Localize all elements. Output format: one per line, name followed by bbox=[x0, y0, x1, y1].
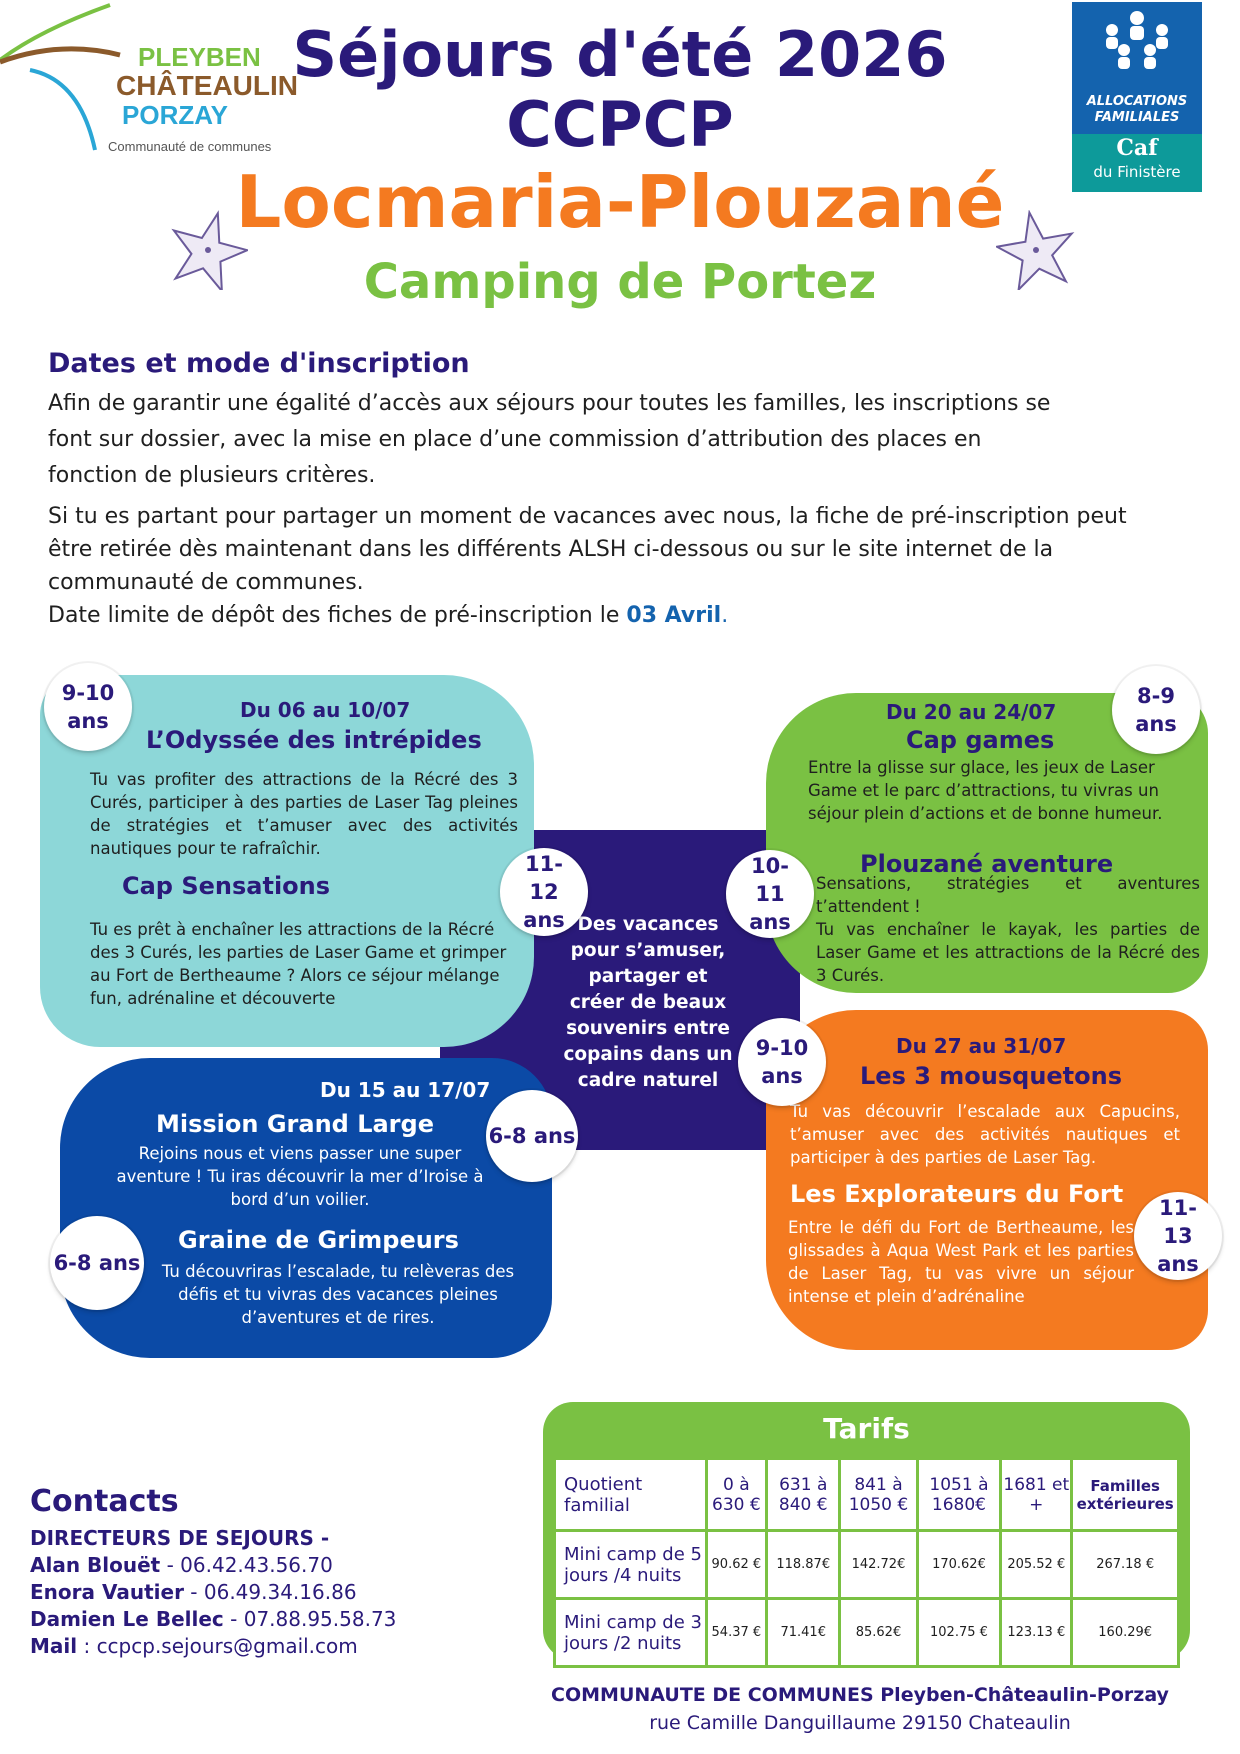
camp-teal-title-2: Cap Sensations bbox=[122, 872, 331, 900]
age-badge-teal-1-text: 9-10 ans bbox=[61, 681, 115, 733]
tarifs-header-cell: Familles extérieures bbox=[1072, 1459, 1179, 1531]
age-badge-orange-2 bbox=[1134, 1192, 1222, 1280]
tarifs-cell: 85.62€ bbox=[840, 1599, 917, 1667]
tarifs-box bbox=[543, 1402, 1190, 1660]
table-row bbox=[555, 1531, 1179, 1599]
ccpcp-logo bbox=[0, 0, 298, 160]
age-badge-blue-2-text: 6-8 ans bbox=[53, 1251, 141, 1275]
deadline-end: . bbox=[721, 603, 729, 628]
caf-line-caf: Caf bbox=[1116, 135, 1158, 161]
tarifs-cell: 205.52 € bbox=[1001, 1531, 1072, 1599]
camp-blue-title-2: Graine de Grimpeurs bbox=[178, 1226, 459, 1254]
contact-line bbox=[30, 1606, 396, 1633]
main-subtitle: CCPCP bbox=[506, 88, 734, 161]
camp-orange-text-2: Entre le défi du Fort de Bertheaume, les glissades à Aqua West Park et les parties de Laser Tag, tu vas vivre un séjour intense et plein d’adrénaline bbox=[788, 1218, 1134, 1306]
deadline-date: 03 Avril bbox=[626, 603, 722, 628]
registration-paragraph-2 bbox=[48, 500, 1158, 632]
tarifs-header-row bbox=[555, 1459, 1179, 1531]
tarifs-cell: 71.41€ bbox=[767, 1599, 840, 1667]
tarifs-cell: 118.87€ bbox=[767, 1531, 840, 1599]
camp-green-dates: Du 20 au 24/07 bbox=[886, 700, 1057, 724]
age-badge-blue-1-text: 6-8 ans bbox=[488, 1124, 576, 1148]
age-badge-orange-1 bbox=[738, 1018, 826, 1106]
caf-line-finistere: du Finistère bbox=[1093, 163, 1181, 181]
tarifs-table bbox=[553, 1457, 1180, 1668]
tarifs-row-label: Mini camp de 5 jours /4 nuits bbox=[555, 1531, 707, 1599]
tarifs-row-label: Mini camp de 3 jours /2 nuits bbox=[555, 1599, 707, 1667]
tarifs-header-cell: 1681 et + bbox=[1001, 1459, 1072, 1531]
table-row bbox=[555, 1599, 1179, 1667]
tarifs-header-cell: 0 à 630 € bbox=[706, 1459, 767, 1531]
age-badge-orange-1-text: 9-10 ans bbox=[755, 1036, 809, 1088]
age-badge-teal-1 bbox=[44, 663, 132, 751]
camp-orange-title-2: Les Explorateurs du Fort bbox=[790, 1180, 1124, 1208]
contact-line bbox=[30, 1552, 396, 1579]
contact-mail-link[interactable]: : ccpcp.sejours@gmail.com bbox=[77, 1634, 358, 1658]
tarifs-cell: 123.13 € bbox=[1001, 1599, 1072, 1667]
contact-name: Enora Vautier bbox=[30, 1580, 184, 1604]
tarifs-cell: 267.18 € bbox=[1072, 1531, 1179, 1599]
camp-blue-text-1: Rejoins nous et viens passer une super aventure ! Tu iras découvrir la mer d’Iroise à bord d’un voilier. bbox=[116, 1144, 484, 1209]
camp-blue-title-1: Mission Grand Large bbox=[156, 1110, 434, 1138]
age-badge-green-2-text: 10-11 ans bbox=[749, 854, 791, 934]
contact-mail-line bbox=[30, 1633, 396, 1660]
deadline-label: Date limite de dépôt des fiches de pré-inscription le bbox=[48, 603, 627, 628]
age-badge-green-2 bbox=[726, 850, 814, 938]
starfish-icon bbox=[996, 210, 1076, 290]
camp-teal-title-1: L’Odyssée des intrépides bbox=[146, 726, 482, 754]
age-badge-teal-2-text: 11-12 ans bbox=[523, 852, 565, 932]
contact-name: Damien Le Bellec bbox=[30, 1607, 224, 1631]
camp-teal-text-1: Tu vas profiter des attractions de la Récré des 3 Curés, participer à des parties de Laser Tag pleines de stratégies et t’amuser avec des activités nautiques pour te rafraîchir. bbox=[90, 770, 518, 858]
camp-green-title-1: Cap games bbox=[906, 726, 1055, 754]
tarifs-cell: 102.75 € bbox=[917, 1599, 1001, 1667]
camp-blue-dates: Du 15 au 17/07 bbox=[320, 1078, 491, 1102]
camp-green-text-2a: Sensations, stratégies et aventures t’attendent ! bbox=[816, 874, 1200, 916]
age-badge-green-1 bbox=[1112, 666, 1200, 754]
age-badge-teal-2 bbox=[500, 848, 588, 936]
location-title: Locmaria-Plouzané bbox=[235, 160, 1005, 244]
contacts-role: DIRECTEURS DE SEJOURS - bbox=[30, 1526, 330, 1550]
logo-line-communaute: Communauté de communes bbox=[108, 139, 272, 154]
starfish-icon bbox=[168, 210, 248, 290]
camping-title: Camping de Portez bbox=[363, 254, 877, 310]
footer-org-name: COMMUNAUTE DE COMMUNES Pleyben-Châteaulin-Porzay bbox=[551, 1684, 1169, 1706]
camp-green-text-2b: Tu vas enchaîner le kayak, les parties de Laser Game et les attractions de la Récré des 3 Curés. bbox=[816, 920, 1200, 985]
footer-address: rue Camille Danguillaume 29150 Chateaulin bbox=[649, 1712, 1071, 1734]
age-badge-blue-1 bbox=[486, 1090, 578, 1182]
tarifs-cell: 54.37 € bbox=[706, 1599, 767, 1667]
contact-mail-label: Mail bbox=[30, 1634, 78, 1658]
registration-heading: Dates et mode d'inscription bbox=[48, 348, 470, 379]
camp-green-text-2 bbox=[816, 872, 1200, 987]
camp-teal-dates: Du 06 au 10/07 bbox=[240, 698, 411, 722]
registration-paragraph-1: Afin de garantir une égalité d’accès aux séjours pour toutes les familles, les inscriptions se font sur dossier, avec la mise en place d’une commission d’attribution des places en fonction de plusieurs critères. bbox=[48, 391, 1051, 488]
logo-line-pleyben: PLEYBEN bbox=[138, 42, 261, 72]
contact-line bbox=[30, 1579, 396, 1606]
tarifs-cell: 90.62 € bbox=[706, 1531, 767, 1599]
caf-family-icon bbox=[1092, 8, 1182, 78]
tarifs-cell: 142.72€ bbox=[840, 1531, 917, 1599]
tarifs-title: Tarifs bbox=[823, 1412, 910, 1445]
center-text: Des vacances pour s’amuser, partager et créer de beaux souvenirs entre copains dans un cadre naturel bbox=[563, 914, 733, 1091]
contacts-heading: Contacts bbox=[30, 1484, 179, 1519]
camp-teal-text-2: Tu es prêt à enchaîner les attractions de la Récré des 3 Curés, les parties de Laser Game et grimper au Fort de Bertheaume ? Alors ce séjour mélange fun, adrénaline et découverte bbox=[90, 920, 507, 1008]
age-badge-blue-2 bbox=[50, 1216, 144, 1310]
caf-logo bbox=[1072, 2, 1202, 192]
logo-line-chateaulin: CHÂTEAULIN bbox=[116, 70, 298, 101]
tarifs-header-cell: Quotient familial bbox=[555, 1459, 707, 1531]
main-title: Séjours d'été 2026 bbox=[292, 18, 948, 91]
caf-line-familiales: FAMILIALES bbox=[1094, 110, 1180, 125]
contact-phone[interactable]: - 06.42.43.56.70 bbox=[160, 1553, 333, 1577]
caf-line-allocations: ALLOCATIONS bbox=[1086, 94, 1188, 109]
camp-green-title-2: Plouzané aventure bbox=[860, 850, 1114, 878]
camp-orange-text-1: Tu vas découvrir l’escalade aux Capucins, t’amuser avec des activités nautiques et participer à des parties de Laser Tag. bbox=[790, 1102, 1180, 1167]
age-badge-green-1-text: 8-9 ans bbox=[1135, 684, 1177, 736]
contacts-block bbox=[30, 1525, 396, 1660]
contact-name: Alan Blouët bbox=[30, 1553, 161, 1577]
tarifs-header-cell: 631 à 840 € bbox=[767, 1459, 840, 1531]
contact-phone[interactable]: - 07.88.95.58.73 bbox=[223, 1607, 397, 1631]
contact-phone[interactable]: - 06.49.34.16.86 bbox=[183, 1580, 357, 1604]
camp-orange-dates: Du 27 au 31/07 bbox=[896, 1034, 1067, 1058]
tarifs-header-cell: 841 à 1050 € bbox=[840, 1459, 917, 1531]
camp-green-text-1: Entre la glisse sur glace, les jeux de Laser Game et le parc d’attractions, tu vivras un séjour plein d’actions et de bonne humeur. bbox=[808, 758, 1163, 823]
tarifs-header-cell: 1051 à 1680€ bbox=[917, 1459, 1001, 1531]
logo-line-porzay: PORZAY bbox=[122, 100, 228, 130]
tarifs-cell: 160.29€ bbox=[1072, 1599, 1179, 1667]
camp-blue-text-2: Tu découvriras l’escalade, tu relèveras des défis et tu vivras des vacances pleines d’aventures et de rires. bbox=[161, 1262, 515, 1327]
tarifs-cell: 170.62€ bbox=[917, 1531, 1001, 1599]
registration-paragraph-2-text: Si tu es partant pour partager un moment de vacances avec nous, la fiche de pré-inscription peut être retirée dès maintenant dans les différents ALSH ci-dessous ou sur le site internet de la communauté de communes. bbox=[48, 504, 1127, 595]
camp-orange-title-1: Les 3 mousquetons bbox=[860, 1062, 1123, 1090]
age-badge-orange-2-text: 11-13 ans bbox=[1157, 1196, 1199, 1276]
